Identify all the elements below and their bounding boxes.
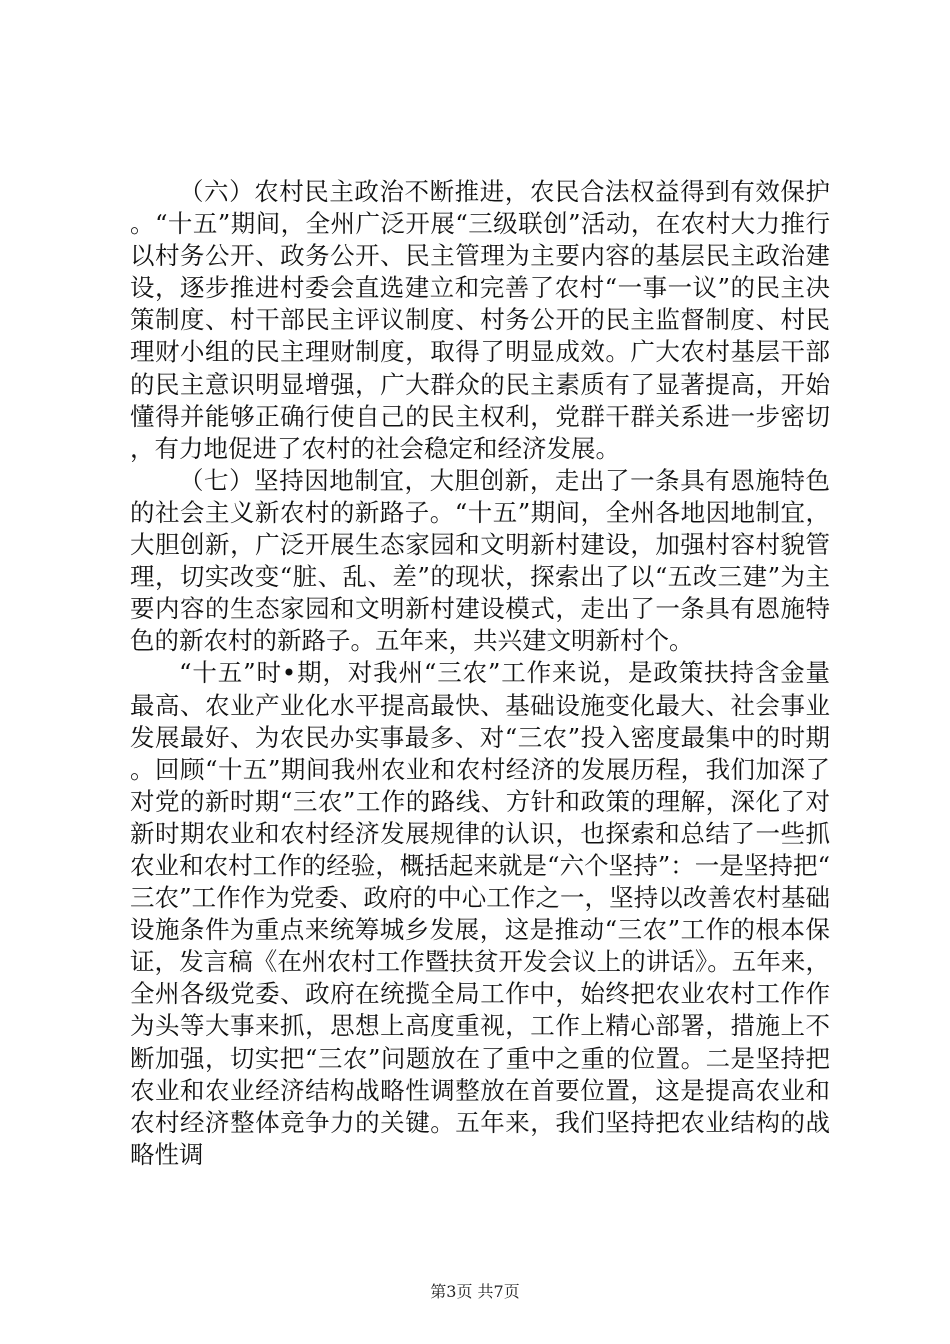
paragraph-village-democracy: （六）农村民主政治不断推进，农民合法权益得到有效保护。“十五”期间，全州广泛开展“三级联创”活动，在农村大力推行以村务公开、政务公开、民主管理为主要内容的基层民主政治建设，逐步推进村委会直选建立和完善了农村“一事一议”的民主决策制度、村干部民主评议制度、村务公开的民主监督制度、村民理财小组的民主理财制度，取得了明显成效。广大农村基层干部的民主意识明显增强，广大群众的民主素质有了显著提高，开始懂得并能够正确行使自己的民主权利，党群干群关系进一步密切，有力地促进了农村的社会稳定和经济发展。 xyxy=(130,177,830,463)
paragraph-fifteenth-plan-review: “十五”时•期，对我州“三农”工作来说，是政策扶持含金量最高、农业产业化水平提高最快、基础设施变化最大、社会事业发展最好、为农民办实事最多、对“三农”投入密度最集中的时期。回顾“十五”期间我州农业和农村经济的发展历程，我们加深了对党的新时期“三农”工作的路线、方针和政策的理解，深化了对新时期农业和农村经济发展规律的认识，也探索和总结了一些抓农业和农村工作的经验，概括起来就是“六个坚持”：一是坚持把“三农”工作作为党委、政府的中心工作之一，坚持以改善农村基础设施条件为重点来统筹城乡发展，这是推动“三农”工作的根本保证，发言稿《在州农村工作暨扶贫开发会议上的讲话》。五年来，全州各级党委、政府在统揽全局工作中，始终把农业农村工作作为头等大事来抓，思想上高度重视，工作上精心部署，措施上不断加强，切实把“三农”问题放在了重中之重的位置。二是坚持把农业和农业经济结构战略性调整放在首要位置，这是提高农业和农村经济整体竞争力的关键。五年来，我们坚持把农业结构的战略性调 xyxy=(130,658,830,1169)
document-body xyxy=(130,176,830,1171)
page-number-footer: 第3页 共7页 xyxy=(430,1282,520,1301)
paragraph-new-countryside-path: （七）坚持因地制宜，大胆创新，走出了一条具有恩施特色的社会主义新农村的新路子。“十五”期间，全州各地因地制宜，大胆创新，广泛开展生态家园和文明新村建设，加强村容村貌管理，切实改变“脏、乱、差”的现状，探索出了以“五改三建”为主要内容的生态家园和文明新村建设模式，走出了一条具有恩施特色的新农村的新路子。五年来，共兴建文明新村个。 xyxy=(130,465,830,656)
